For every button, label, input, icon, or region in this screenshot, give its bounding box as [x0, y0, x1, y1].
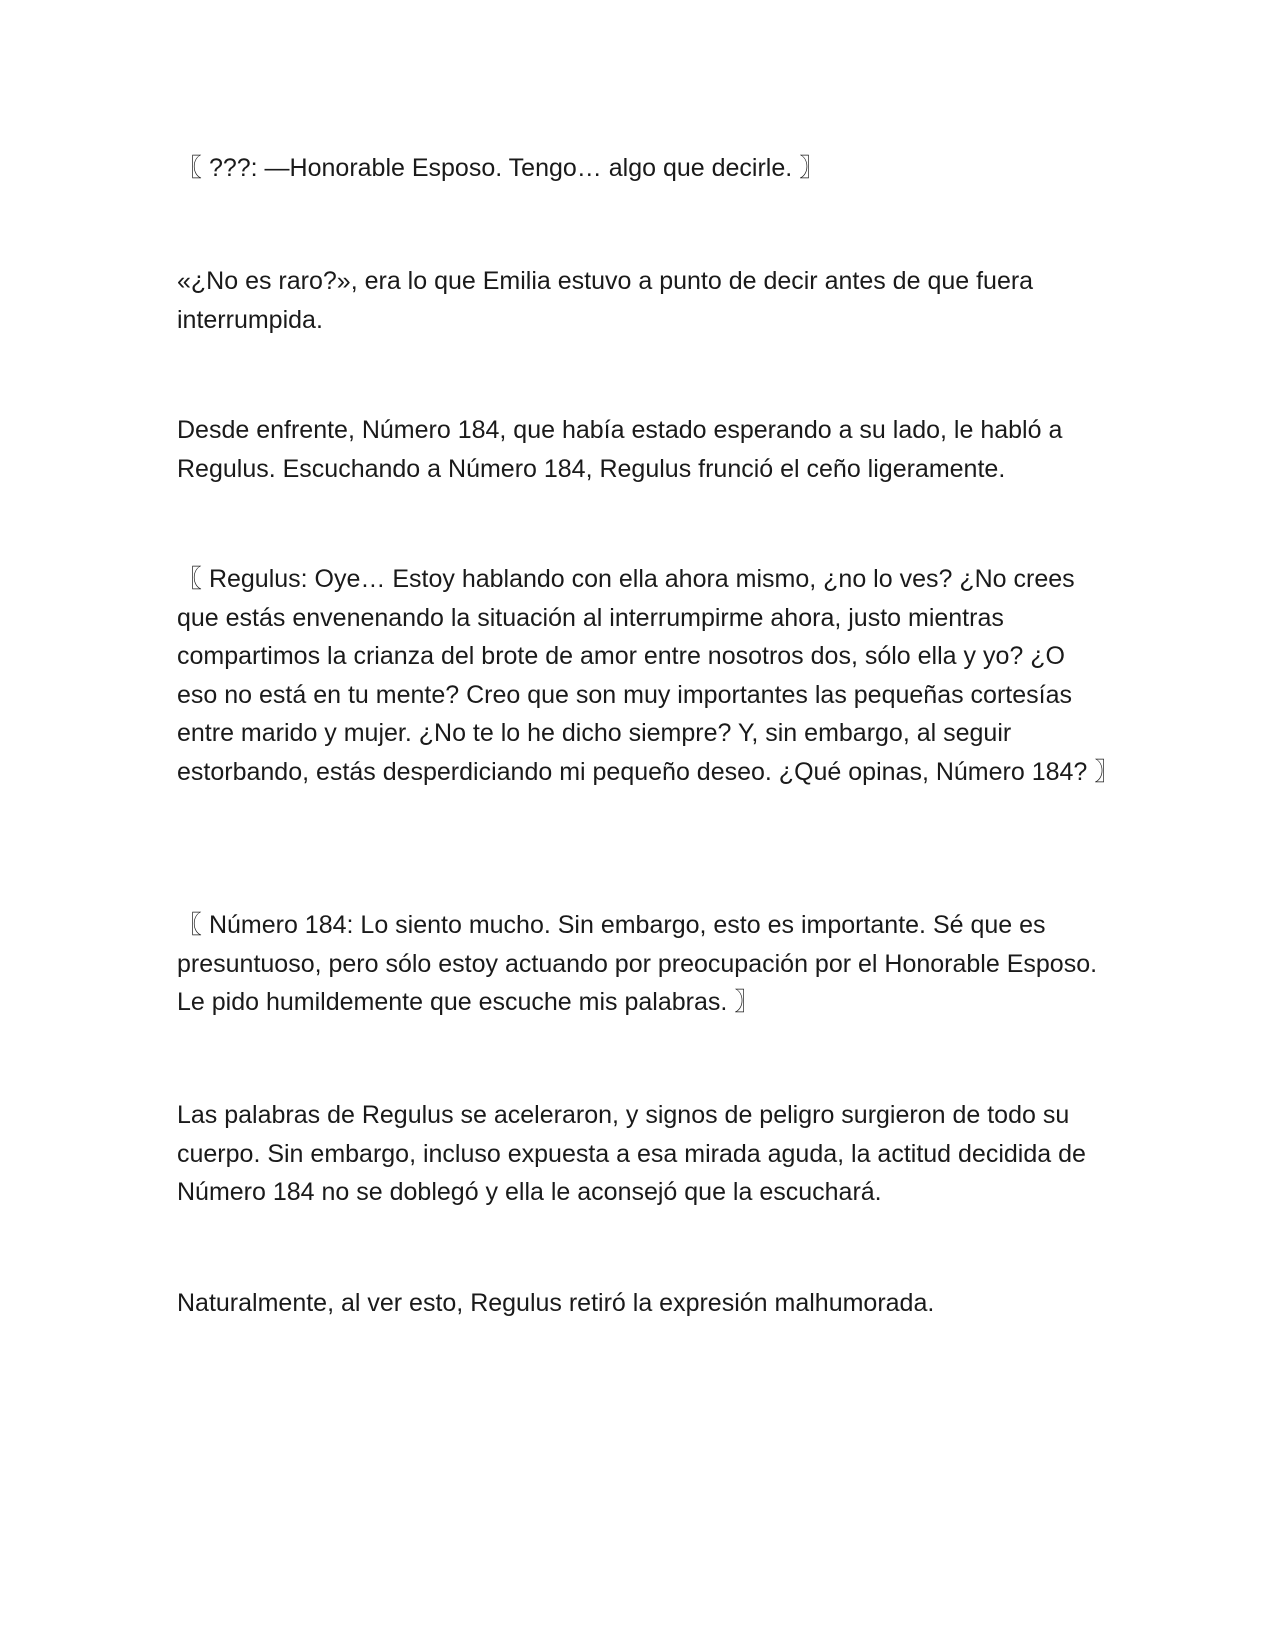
- paragraph-5: 〖 Número 184: Lo siento mucho. Sin embargo, esto es importante. Sé que es presuntuoso, pero sólo estoy actuando por preocupación por el Honorable Esposo. Le pido humildemente que escuche mis palabras. 〗: [177, 911, 1104, 1016]
- paragraph-1: 〖 ???: —Honorable Esposo. Tengo… algo que decirle. 〗: [177, 154, 825, 182]
- paragraph-6: Las palabras de Regulus se aceleraron, y signos de peligro surgieron de todo su cuerpo. Sin embargo, incluso expuesta a esa mirada aguda, la actitud decidida de Número 184 no se doblegó y ella le aconsejó que la escuchará.: [177, 1101, 1093, 1206]
- paragraph-3: Desde enfrente, Número 184, que había estado esperando a su lado, le habló a Regulus. Escuchando a Número 184, Regulus frunció el ceño ligeramente.: [177, 416, 1070, 483]
- paragraph-7: Naturalmente, al ver esto, Regulus retiró la expresión malhumorada.: [177, 1289, 935, 1317]
- paragraph-4: 〖 Regulus: Oye… Estoy hablando con ella ahora mismo, ¿no lo ves? ¿No crees que estás envenenando la situación al interrumpirme ahora, justo mientras compartimos la crianza del brote de amor entre nosotros dos, sólo ella y yo? ¿O eso no está en tu mente? Creo que son muy importantes las pequeñas cortesías entre marido y mujer. ¿No te lo he dicho siempre? Y, sin embargo, al seguir estorbando, estás desperdiciando mi pequeño deseo. ¿Qué opinas, Número 184? 〗: [177, 565, 1120, 786]
- paragraph-2: «¿No es raro?», era lo que Emilia estuvo a punto de decir antes de que fuera interrumpida.: [177, 267, 1041, 334]
